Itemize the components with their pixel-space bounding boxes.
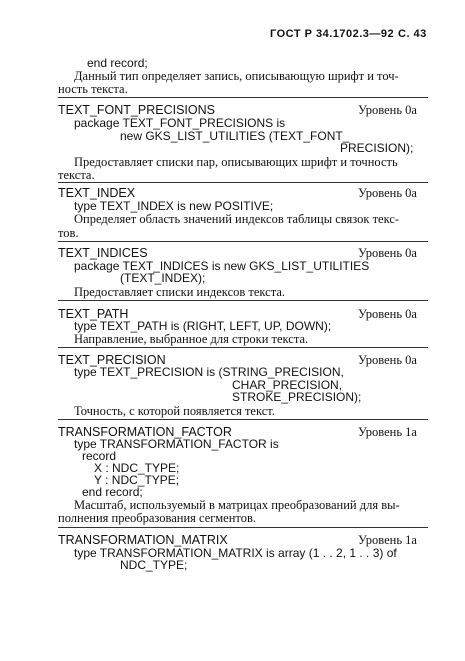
entry-title: TEXT_INDEX <box>58 186 136 200</box>
entry-desc: Масштаб, используемый в матрицах преобразований для вы- <box>74 498 400 512</box>
divider <box>58 347 428 348</box>
entry-desc: Направление, выбранное для строки текста. <box>74 332 309 346</box>
entry-desc: Предоставляет списки пар, описывающих шрифт и точность <box>74 155 398 169</box>
code-line: type TRANSFORMATION_MATRIX is array (1 . . 2, 1 . . 3) of <box>74 546 397 560</box>
entry-title: TRANSFORMATION_FACTOR <box>58 425 232 439</box>
entry-desc: тов. <box>58 226 79 240</box>
code-line: CHAR_PRECISION, <box>232 378 343 392</box>
divider <box>58 182 428 183</box>
code-line: NDC_TYPE; <box>120 558 188 572</box>
code-line: type TEXT_PRECISION is (STRING_PRECISION, <box>74 365 344 379</box>
code-line: type TEXT_INDEX is new POSITIVE; <box>74 199 274 213</box>
entry-title: TEXT_PRECISION <box>58 353 166 367</box>
entry-level: Уровень 1а <box>358 425 417 439</box>
code-line: package TEXT_FONT_PRECISIONS is <box>74 116 286 130</box>
divider <box>58 419 428 420</box>
entry-title: TEXT_PATH <box>58 307 129 321</box>
entry-desc: Точность, с которой появляется текст. <box>74 404 275 418</box>
divider <box>58 97 428 98</box>
entry-level: Уровень 0а <box>358 186 417 200</box>
code-line: PRECISION); <box>340 141 414 155</box>
entry-title: TRANSFORMATION_MATRIX <box>58 533 228 547</box>
code-line: type TEXT_PATH is (RIGHT, LEFT, UP, DOWN); <box>74 319 332 333</box>
code-line: record <box>82 449 117 463</box>
entry-level: Уровень 0а <box>358 307 417 321</box>
intro-desc-line2: ность текста. <box>58 82 128 96</box>
entry-desc: Определяет область значений индексов таблицы связок текс- <box>74 212 400 226</box>
intro-desc-line1: Данный тип определяет запись, описывающую шрифт и точ- <box>74 69 399 83</box>
divider <box>58 300 428 301</box>
entry-desc: полнения преобразования сегментов. <box>58 511 256 525</box>
entry-level: Уровень 0а <box>358 246 417 260</box>
code-line: end record; <box>82 485 143 499</box>
standard-number: ГОСТ Р 34.1702.3—92 <box>270 28 395 40</box>
entry-title: TEXT_INDICES <box>58 246 148 260</box>
divider <box>58 241 428 242</box>
code-line: X : NDC_TYPE; <box>94 461 180 475</box>
page-number: С. 43 <box>398 28 427 40</box>
entry-desc: Предоставляет списки индексов текста. <box>74 285 285 299</box>
code-line: (TEXT_INDEX); <box>120 271 206 285</box>
divider <box>58 527 428 528</box>
entry-desc: текста. <box>58 168 95 182</box>
code-line: type TRANSFORMATION_FACTOR is <box>74 437 279 451</box>
intro-code: end record; <box>87 56 148 70</box>
entry-level: Уровень 1а <box>358 533 417 547</box>
entry-level: Уровень 0а <box>358 353 417 367</box>
code-line: STROKE_PRECISION); <box>232 390 362 404</box>
entry-level: Уровень 0а <box>358 103 417 117</box>
entry-title: TEXT_FONT_PRECISIONS <box>58 103 215 117</box>
code-line: Y : NDC_TYPE; <box>94 473 180 487</box>
code-line: package TEXT_INDICES is new GKS_LIST_UTILITIES <box>74 259 370 273</box>
code-line: new GKS_LIST_UTILITIES (TEXT_FONT_ <box>120 129 350 143</box>
